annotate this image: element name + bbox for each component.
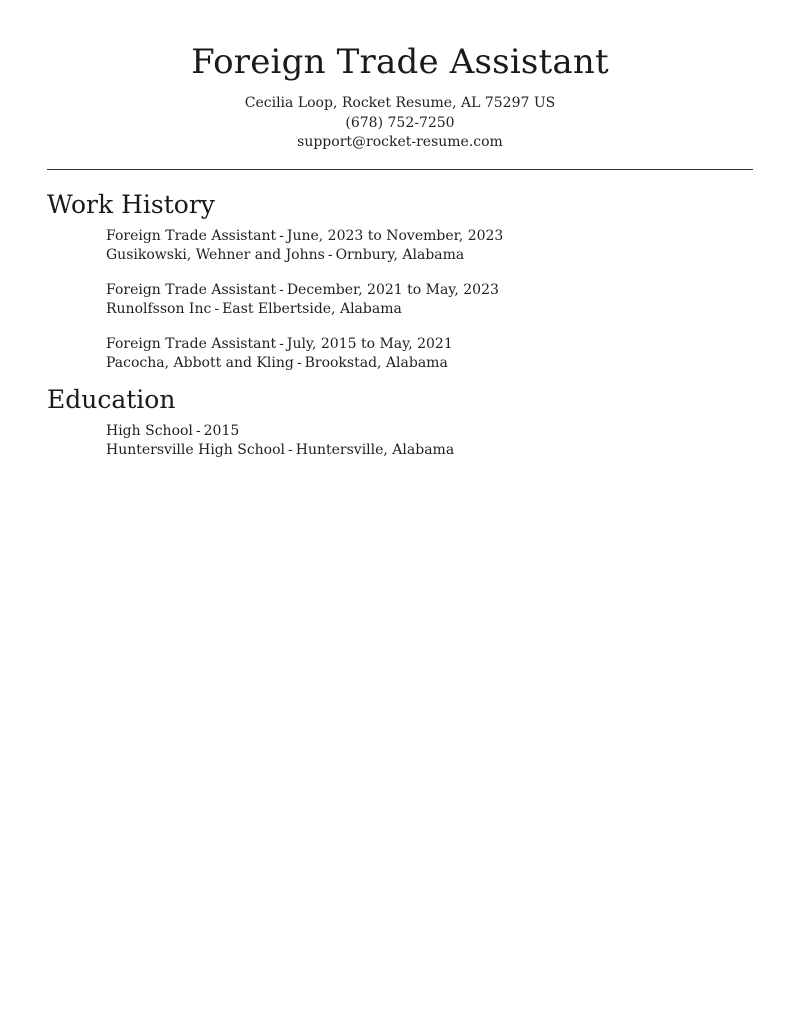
work-history-list: [47, 227, 753, 373]
separator: -: [296, 354, 302, 371]
resume-header: [47, 0, 753, 153]
separator: -: [279, 281, 284, 298]
education-degree: High School: [106, 422, 193, 439]
contact-address: Cecilia Loop, Rocket Resume, AL 75297 US: [244, 95, 556, 111]
work-dates: June, 2023 to November, 2023: [286, 227, 504, 244]
work-role: Foreign Trade Assistant: [106, 281, 277, 298]
separator: -: [195, 422, 201, 439]
work-history-entry: [106, 227, 753, 265]
education-location: Huntersville, Alabama: [295, 441, 455, 458]
work-dates: July, 2015 to May, 2021: [286, 335, 453, 352]
work-history-entry: [106, 335, 753, 373]
education-heading: Education: [47, 384, 176, 414]
education-school-line: [106, 441, 753, 460]
work-company-line: [106, 246, 753, 265]
work-company: Runolfsson Inc: [106, 300, 212, 317]
education-year: 2015: [203, 422, 240, 439]
work-role-line: [106, 227, 753, 246]
education-list: [47, 422, 753, 460]
contact-info: [47, 94, 753, 153]
work-location: Brookstad, Alabama: [304, 354, 448, 371]
separator: -: [327, 246, 333, 263]
work-history-entry: [106, 281, 753, 319]
education-entry: [106, 422, 753, 460]
work-location: Ornbury, Alabama: [335, 246, 465, 263]
resume-title: Foreign Trade Assistant: [191, 42, 609, 82]
education-school: Huntersville High School: [106, 441, 286, 458]
work-dates: December, 2021 to May, 2023: [286, 281, 499, 298]
contact-email: support@rocket-resume.com: [297, 134, 503, 150]
work-location: East Elbertside, Alabama: [222, 300, 402, 317]
work-company: Pacocha, Abbott and Kling: [106, 354, 294, 371]
header-divider: [47, 169, 753, 170]
work-role-line: [106, 335, 753, 354]
work-company-line: [106, 300, 753, 319]
separator: -: [279, 227, 284, 244]
education-section: [47, 383, 753, 460]
work-role-line: [106, 281, 753, 300]
separator: -: [288, 441, 293, 458]
work-history-heading: Work History: [47, 189, 215, 219]
work-company: Gusikowski, Wehner and Johns: [106, 246, 325, 263]
separator: -: [214, 300, 220, 317]
work-role: Foreign Trade Assistant: [106, 335, 277, 352]
contact-phone: (678) 752-7250: [345, 114, 455, 131]
work-history-section: [47, 188, 753, 373]
work-company-line: [106, 354, 753, 373]
work-role: Foreign Trade Assistant: [106, 227, 277, 244]
education-degree-line: [106, 422, 753, 441]
separator: -: [279, 335, 284, 352]
